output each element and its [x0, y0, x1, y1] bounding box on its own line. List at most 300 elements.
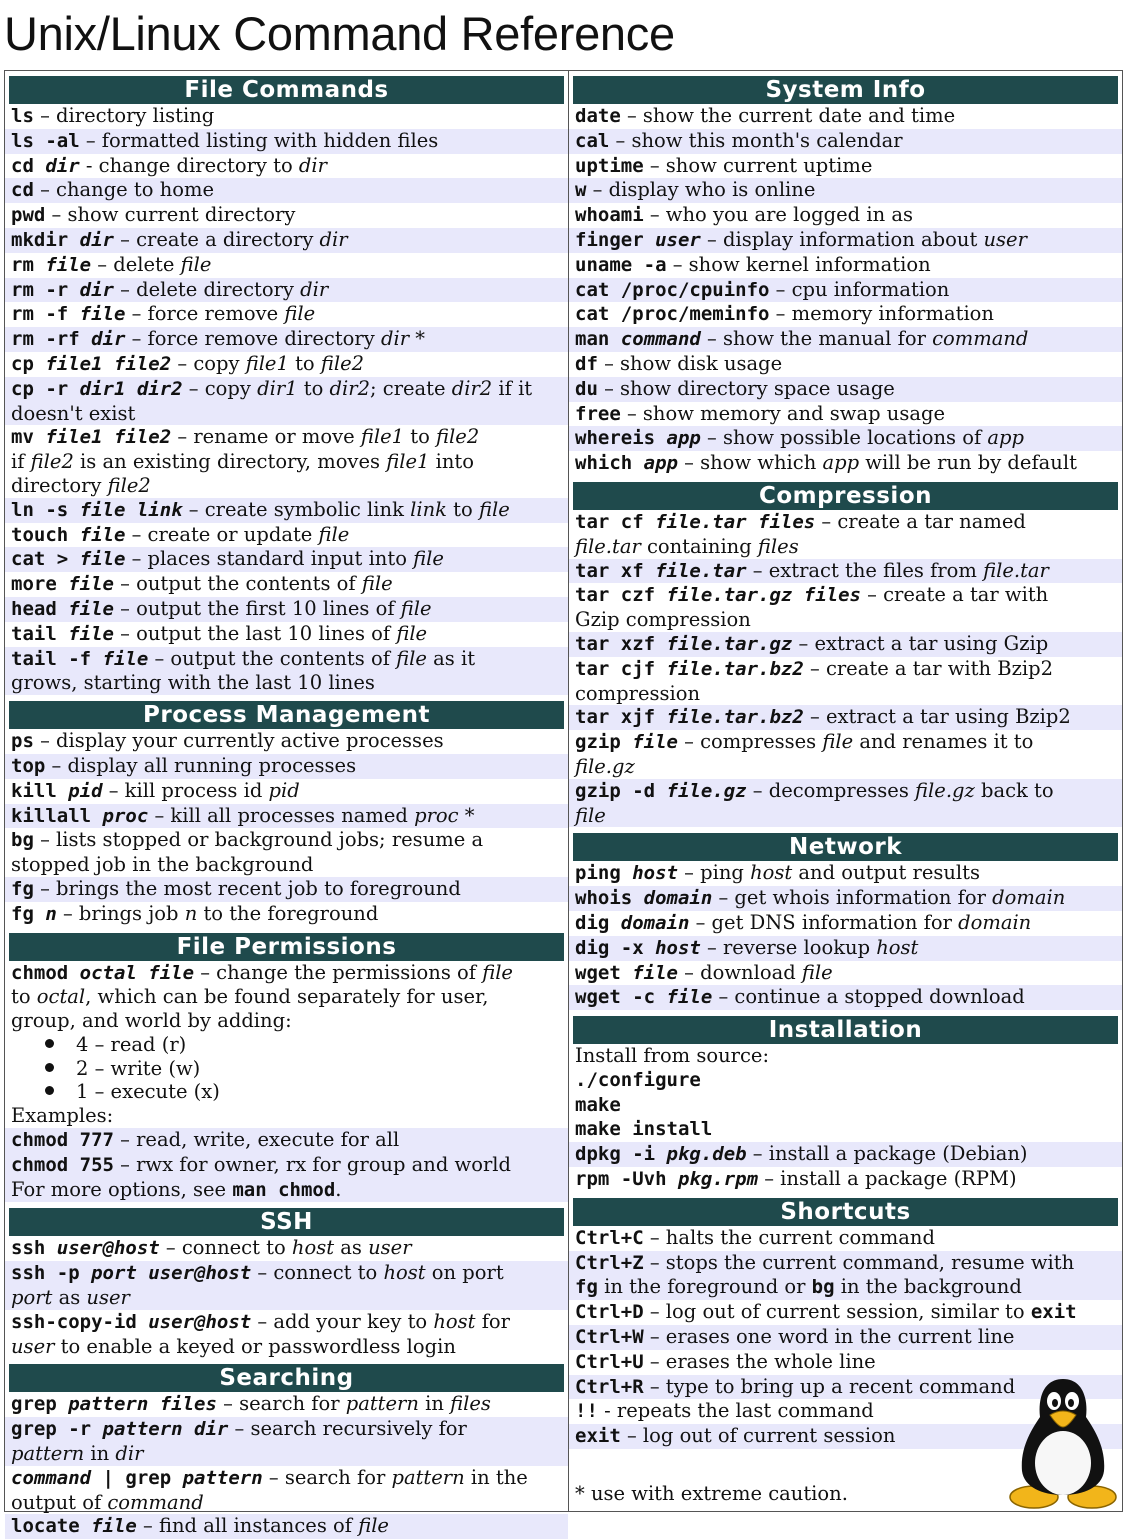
command-text: fg: [575, 1276, 598, 1299]
section-title: Network: [573, 833, 1118, 861]
command-text: wget: [575, 961, 633, 984]
description-text: and output results: [792, 861, 981, 885]
command-row: [569, 426, 1122, 451]
command-row: [569, 583, 1122, 608]
command-text: host: [655, 936, 701, 959]
description-text: – who you are logged in as: [643, 203, 913, 227]
italic-text: dir1: [257, 376, 298, 400]
description-text: *: [409, 327, 425, 351]
command-row: [5, 154, 568, 179]
description-text: – reverse lookup: [700, 935, 877, 959]
section-compression: [569, 482, 1122, 827]
description-text: – show disk usage: [597, 351, 783, 375]
command-text: cd: [11, 179, 34, 202]
command-text: mkdir: [11, 228, 80, 251]
command-text: tar xjf: [575, 706, 667, 729]
italic-text: dir: [298, 153, 327, 177]
command-row: [5, 327, 568, 352]
command-text: pwd: [11, 204, 46, 227]
section-title: Installation: [573, 1016, 1118, 1044]
italic-text: file: [400, 596, 432, 620]
command-text: pkg.deb: [666, 1143, 747, 1166]
italic-text: host: [383, 1261, 426, 1285]
italic-text: file2: [107, 473, 151, 497]
section-searching: [5, 1364, 568, 1539]
command-text: user@host: [148, 1310, 252, 1333]
italic-text: dir2: [329, 376, 370, 400]
command-row: [569, 1275, 1122, 1300]
description-text: – show possible locations of: [700, 426, 988, 450]
section-process-management: [5, 701, 568, 926]
command-text: df: [575, 352, 598, 375]
description-text: containing: [640, 534, 758, 558]
command-text: file: [45, 253, 92, 276]
command-row: [569, 985, 1122, 1010]
command-text: host: [632, 862, 678, 885]
italic-text: octal: [36, 985, 86, 1009]
italic-text: file: [396, 621, 428, 645]
command-row: [569, 1142, 1122, 1167]
command-text: Ctrl+D: [575, 1301, 644, 1324]
description-text: – show the current date and time: [620, 104, 956, 127]
command-row: [5, 352, 568, 377]
command-row: [5, 828, 568, 853]
italic-text: file.gz: [575, 754, 635, 778]
italic-text: domain: [958, 910, 1032, 934]
description-text: to the foreground: [197, 901, 379, 925]
command-row: [569, 302, 1122, 327]
description-text: – create a directory: [113, 227, 320, 251]
command-row: [569, 705, 1122, 730]
command-text: cat >: [11, 548, 80, 571]
description-text: , which can be found separately for user,: [85, 985, 489, 1009]
command-row: [569, 1044, 1122, 1068]
command-text: ps: [11, 730, 34, 753]
command-text: killall: [11, 804, 103, 827]
italic-text: file: [482, 960, 513, 984]
command-text: exit: [1030, 1301, 1077, 1324]
tux-penguin-logo: [1008, 1373, 1118, 1509]
section-title: Compression: [573, 482, 1118, 510]
description-text: as it: [426, 646, 476, 670]
command-row: [569, 608, 1122, 632]
command-text: file.gz: [666, 779, 747, 802]
description-text: – kill process id: [102, 778, 269, 802]
command-row: [5, 1009, 568, 1033]
command-text: bg: [811, 1276, 835, 1299]
command-text: file: [632, 961, 678, 984]
command-text: | grep: [91, 1466, 183, 1489]
section-title: File Permissions: [9, 933, 564, 961]
description-text: – get DNS information for: [689, 910, 959, 934]
command-text: file: [632, 731, 678, 754]
description-text: – type to bring up a recent command: [643, 1374, 1016, 1398]
command-row: [569, 936, 1122, 961]
command-text: wget -c: [575, 986, 667, 1009]
description-text: – decompresses: [746, 778, 916, 802]
description-text: for: [475, 1309, 510, 1333]
command-row: [5, 902, 568, 927]
command-text: ssh -p: [11, 1262, 92, 1285]
description-text: – read, write, execute for all: [113, 1128, 400, 1152]
command-text: file: [79, 548, 126, 571]
command-text: w: [575, 179, 587, 202]
italic-text: pattern: [11, 1442, 85, 1466]
description-text: – output the first 10 lines of: [113, 596, 401, 620]
description-text: *: [458, 803, 475, 827]
command-text: dir: [91, 328, 126, 351]
description-text: – create symbolic link: [182, 497, 411, 521]
italic-text: file: [801, 960, 833, 984]
description-text: – brings the most recent job to foreground: [33, 876, 461, 900]
description-text: – copy: [171, 351, 246, 375]
description-text: – search for: [216, 1392, 346, 1416]
description-text: in the background: [834, 1275, 1022, 1299]
command-row: [5, 302, 568, 327]
description-text: – show kernel information: [666, 252, 931, 276]
description-text: – show directory space usage: [597, 376, 895, 400]
command-row: [5, 1153, 568, 1178]
command-text: rm: [11, 253, 46, 276]
command-text: file.tar.bz2: [666, 657, 804, 680]
command-row: [5, 877, 568, 902]
command-row: [569, 755, 1122, 779]
description-text: and renames it to: [853, 730, 1034, 754]
right-column: [568, 70, 1123, 1512]
section-title: Shortcuts: [573, 1198, 1118, 1226]
description-text: – continue a stopped download: [712, 985, 1025, 1009]
command-text: app: [643, 452, 678, 475]
section-network: [569, 833, 1122, 1010]
italic-text: command: [107, 1490, 204, 1514]
command-row: [569, 559, 1122, 584]
command-text: ln -s: [11, 498, 80, 521]
description-text: – force remove: [125, 302, 285, 326]
command-text: file1 file2: [45, 352, 172, 375]
italic-text: link: [410, 497, 447, 521]
command-text: domain: [643, 887, 713, 910]
command-row: [5, 425, 568, 450]
command-row: [569, 1117, 1122, 1142]
italic-text: dir: [380, 327, 410, 351]
command-text: cal: [575, 129, 610, 152]
command-text: man: [575, 328, 621, 351]
description-text: – output the last 10 lines of: [113, 621, 397, 645]
command-text: pattern dir: [102, 1418, 229, 1441]
command-text: Ctrl+U: [575, 1350, 644, 1373]
command-row: [5, 1466, 568, 1491]
command-row: [5, 1335, 568, 1359]
description-text: – stops the current command, resume with: [643, 1250, 1075, 1274]
command-text: !!: [575, 1400, 598, 1423]
description-text: Gzip compression: [575, 608, 751, 632]
description-text: – install a package (RPM): [758, 1167, 1017, 1191]
command-text: make install: [575, 1118, 713, 1141]
command-text: uname -a: [575, 253, 667, 276]
command-text: free: [575, 402, 621, 425]
command-text: file: [68, 597, 114, 620]
bullet-text: 4 – read (r): [76, 1032, 187, 1056]
description-text: – output the contents of: [148, 646, 397, 670]
command-text: dir: [79, 228, 114, 251]
description-text: – log out of current session, similar to: [643, 1300, 1031, 1324]
command-row: [5, 1514, 568, 1539]
description-text: – copy: [182, 376, 258, 400]
section-installation: [569, 1016, 1122, 1192]
command-text: dir: [45, 154, 80, 177]
description-text: – connect to: [251, 1261, 384, 1285]
description-text: stopped job in the background: [11, 853, 314, 877]
command-row: [5, 203, 568, 228]
command-text: tar cjf: [575, 657, 667, 680]
description-text: – cpu information: [769, 277, 950, 301]
description-text: – delete: [91, 252, 181, 276]
command-text: whoami: [575, 204, 644, 227]
command-row: [5, 1104, 568, 1128]
command-text: grep -r: [11, 1418, 103, 1441]
command-text: touch: [11, 523, 80, 546]
command-row: [569, 327, 1122, 352]
command-text: command: [11, 1466, 92, 1489]
description-text: to: [288, 351, 321, 375]
description-text: – create a tar with Bzip2: [803, 656, 1053, 680]
description-text: – create or update: [125, 522, 319, 546]
description-text: – rwx for owner, rx for group and world: [113, 1152, 512, 1176]
command-row: [5, 1033, 568, 1057]
command-row: [569, 1226, 1122, 1251]
description-text: .: [335, 1177, 342, 1201]
description-text: – change the permissions of: [194, 960, 483, 984]
command-row: [5, 1286, 568, 1310]
command-text: pkg.rpm: [677, 1168, 759, 1191]
description-text: – compresses: [677, 730, 823, 754]
command-row: [569, 1167, 1122, 1192]
command-row: [569, 861, 1122, 886]
description-text: – show which: [677, 451, 823, 475]
italic-text: domain: [992, 886, 1066, 910]
italic-text: n: [184, 901, 198, 925]
description-text: to: [297, 376, 330, 400]
command-text: Ctrl+R: [575, 1375, 644, 1398]
command-text: cp: [11, 352, 46, 375]
command-text: which: [575, 452, 644, 475]
command-row: [569, 510, 1122, 535]
description-text: – extract a tar using Bzip2: [803, 705, 1071, 729]
command-text: user: [655, 228, 701, 251]
italic-text: files: [757, 534, 799, 558]
description-text: grows, starting with the last 10 lines: [11, 671, 375, 695]
command-text: fg: [11, 902, 46, 925]
command-text: octal file: [79, 961, 195, 984]
command-text: port user@host: [91, 1262, 252, 1285]
description-text: as: [334, 1236, 369, 1260]
section-title: SSH: [9, 1208, 564, 1236]
italic-text: command: [932, 327, 1029, 351]
command-row: [5, 985, 568, 1009]
description-text: – memory information: [769, 302, 994, 326]
command-row: [569, 911, 1122, 936]
description-text: back to: [974, 778, 1054, 802]
command-text: file: [79, 523, 126, 546]
command-text: gzip -d: [575, 779, 667, 802]
description-text: – brings job: [56, 901, 185, 925]
command-text: file1 file2: [45, 426, 172, 449]
italic-text: file.gz: [915, 778, 975, 802]
description-text: – show current uptime: [643, 153, 873, 177]
command-row: [5, 253, 568, 278]
italic-text: dir: [115, 1442, 144, 1466]
command-text: Ctrl+Z: [575, 1251, 644, 1274]
command-text: file.tar: [655, 559, 747, 582]
command-row: [569, 253, 1122, 278]
command-text: ls: [11, 105, 34, 127]
description-text: – output the contents of: [113, 572, 362, 596]
italic-text: file: [396, 646, 427, 670]
description-text: – display who is online: [586, 178, 816, 202]
command-text: cp -r: [11, 377, 80, 400]
bullet-icon: [45, 1039, 54, 1048]
command-text: chmod: [11, 961, 80, 984]
command-text: rm -rf: [11, 328, 92, 351]
command-row: [5, 474, 568, 498]
description-text: – log out of current session: [620, 1424, 896, 1448]
command-text: Ctrl+W: [575, 1326, 644, 1349]
command-row: [5, 377, 568, 402]
command-row: [5, 779, 568, 804]
command-row: [569, 535, 1122, 559]
command-row: [569, 682, 1122, 706]
italic-text: pattern: [345, 1392, 419, 1416]
command-row: [569, 402, 1122, 427]
command-row: [5, 961, 568, 986]
command-text: app: [666, 427, 701, 450]
command-text: gzip: [575, 731, 633, 754]
command-row: [5, 450, 568, 474]
description-text: – extract a tar using Gzip: [792, 631, 1049, 655]
section-system-info: [569, 76, 1122, 476]
bullet-icon: [45, 1086, 54, 1095]
command-text: exit: [575, 1425, 621, 1448]
description-text: ; create: [370, 376, 452, 400]
italic-text: file2: [436, 425, 480, 449]
command-row: [5, 178, 568, 203]
command-row: [5, 498, 568, 523]
command-row: [569, 1300, 1122, 1325]
command-row: [5, 1128, 568, 1153]
command-text: file: [68, 573, 114, 596]
command-text: top: [11, 754, 46, 777]
description-text: – display your currently active processes: [33, 729, 444, 753]
command-row: [5, 1080, 568, 1104]
italic-text: file: [284, 302, 316, 326]
command-text: tar xzf: [575, 632, 667, 655]
italic-text: host: [291, 1236, 335, 1260]
description-text: in the: [464, 1465, 528, 1489]
description-text: – create a tar named: [815, 509, 1026, 533]
command-text: user@host: [56, 1237, 160, 1260]
command-row: [5, 1236, 568, 1261]
description-text: in: [418, 1392, 451, 1416]
description-text: – directory listing: [33, 104, 215, 127]
description-text: if: [11, 450, 31, 474]
section-title: System Info: [573, 76, 1118, 104]
command-row: [569, 278, 1122, 303]
bullet-text: 1 – execute (x): [76, 1080, 220, 1104]
description-text: – get whois information for: [712, 886, 993, 910]
description-text: – search recursively for: [228, 1417, 467, 1441]
command-row: [5, 754, 568, 779]
command-row: [5, 1442, 568, 1466]
page-title: Unix/Linux Command Reference: [4, 7, 675, 60]
command-text: tail -f: [11, 647, 103, 670]
command-row: [569, 1325, 1122, 1350]
bullet-icon: [45, 1063, 54, 1072]
command-row: [5, 278, 568, 303]
italic-text: files: [450, 1392, 491, 1416]
command-row: [569, 352, 1122, 377]
command-row: [569, 1251, 1122, 1276]
description-text: – show current directory: [45, 203, 296, 227]
description-text: directory: [11, 473, 108, 497]
description-text: as: [52, 1286, 87, 1310]
description-text: – find all instances of: [136, 1514, 359, 1538]
command-row: [5, 1261, 568, 1286]
command-row: [569, 961, 1122, 986]
command-row: [5, 523, 568, 548]
description-text: – places standard input into: [125, 547, 414, 571]
description-text: – kill all processes named: [148, 803, 415, 827]
italic-text: file1: [360, 425, 405, 449]
italic-text: user: [86, 1286, 130, 1310]
italic-text: file: [575, 803, 606, 827]
command-row: [5, 1392, 568, 1417]
description-text: – add your key to: [251, 1309, 434, 1333]
description-text: doesn't exist: [11, 401, 136, 425]
command-row: [5, 671, 568, 695]
command-text: man chmod: [232, 1178, 336, 1201]
description-text: – halts the current command: [643, 1225, 935, 1249]
command-row: [569, 804, 1122, 828]
command-row: [5, 402, 568, 426]
description-text: – display information about: [700, 227, 984, 251]
italic-text: host: [750, 861, 793, 885]
command-text: cat /proc/meminfo: [575, 303, 770, 326]
command-text: bg: [11, 829, 34, 852]
footnote: * use with extreme caution.: [575, 1482, 848, 1505]
command-text: command: [620, 328, 701, 351]
italic-text: user: [983, 227, 1027, 251]
command-text: rm -r: [11, 278, 80, 301]
command-text: whois: [575, 887, 644, 910]
command-text: file.tar.gz files: [666, 584, 861, 607]
command-text: dir1 dir2: [79, 377, 183, 400]
description-text: – erases the whole line: [643, 1349, 876, 1373]
command-row: [569, 154, 1122, 179]
command-text: dpkg -i: [575, 1143, 667, 1166]
description-text: – show this month's calendar: [609, 128, 903, 152]
italic-text: host: [433, 1309, 476, 1333]
command-text: locate: [11, 1515, 92, 1538]
command-row: [569, 1068, 1122, 1093]
command-row: [5, 647, 568, 672]
description-text: – rename or move: [171, 425, 361, 449]
description-text: on port: [425, 1261, 504, 1285]
command-text: tail: [11, 622, 69, 645]
italic-text: host: [876, 935, 919, 959]
description-text: to enable a keyed or passwordless login: [54, 1334, 456, 1358]
italic-text: file.tar: [983, 558, 1049, 582]
command-row: [569, 228, 1122, 253]
